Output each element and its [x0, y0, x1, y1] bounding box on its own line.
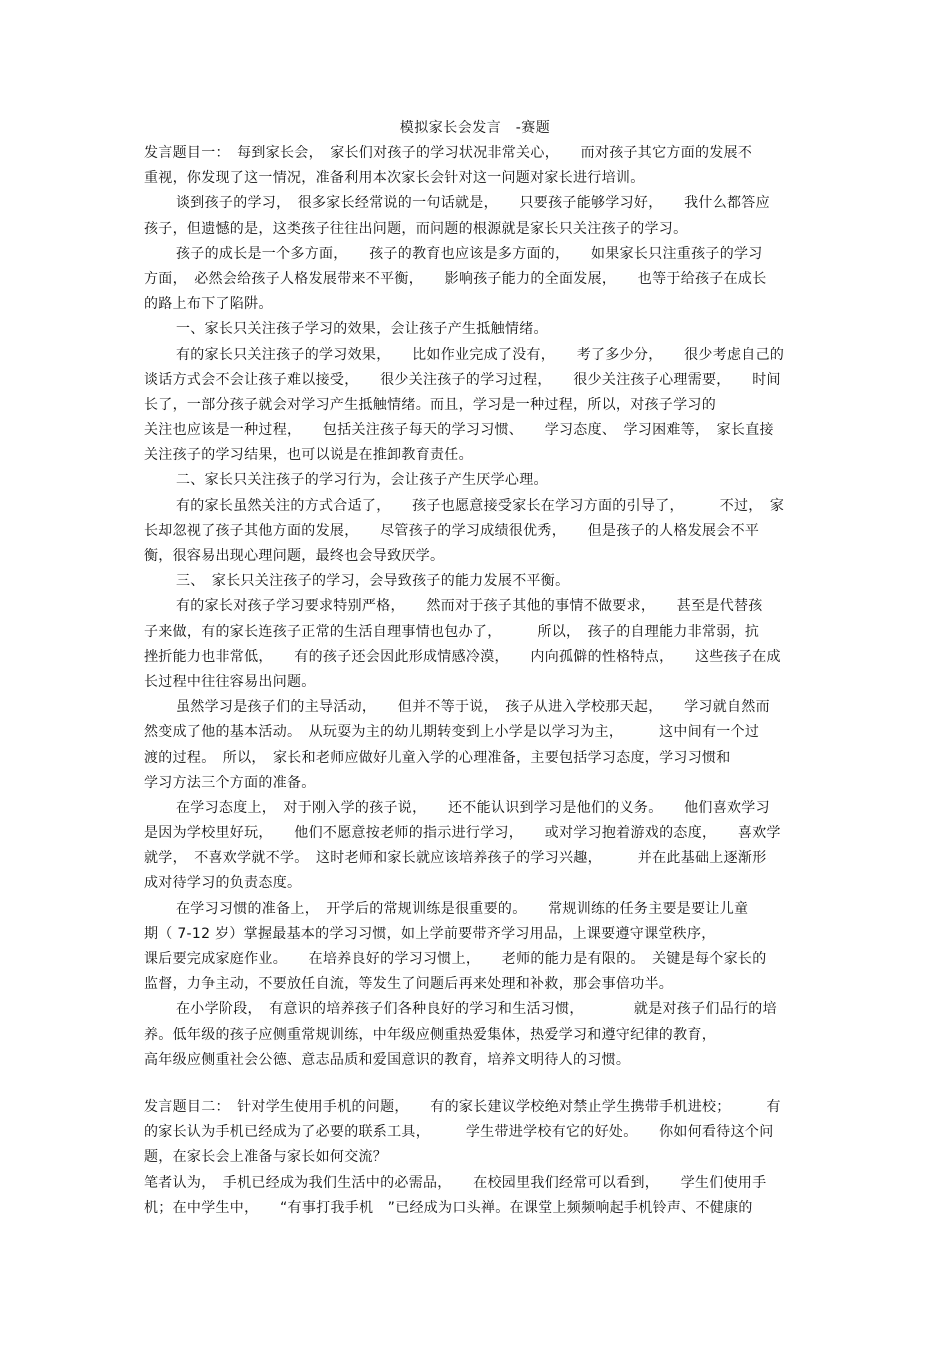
text-line: 课后要完成家庭作业。 在培养良好的学习习惯上， 老师的能力是有限的。 关键是每个家长的	[144, 951, 767, 967]
text-line: 关注孩子的学习结果，也可以说是在推卸教育责任。	[144, 447, 473, 464]
text-line: 重视，你发现了这一情况，准备利用本次家长会针对这一问题对家长进行培训。	[144, 170, 645, 187]
text-line: 虽然学习是孩子们的主导活动， 但并不等于说， 孩子从进入学校那天起， 学习就自然而	[176, 699, 770, 716]
text-line: 谈到孩子的学习， 很多家长经常说的一句话就是， 只要孩子能够学习好， 我什么都答应	[176, 195, 770, 212]
text-line: 高年级应侧重社会公德、意志品质和爱国意识的教育，培养文明待人的习惯。	[144, 1051, 631, 1068]
text-line: 学习方法三个方面的准备。	[144, 774, 316, 791]
text-line: 在学习态度上， 对于刚入学的孩子说， 还不能认识到学习是他们的义务。 他们喜欢学习	[176, 799, 770, 816]
text-line: 关注也应该是一种过程， 包括关注孩子每天的学习习惯、 学习态度、 学习困难等， 家长直接	[144, 422, 774, 439]
text-line: 孩子的成长是一个多方面， 孩子的教育也应该是多方面的， 如果家长只注重孩子的学习	[176, 245, 763, 262]
text-line: 笔者认为， 手机已经成为我们生活中的必需品， 在校园里我们经常可以看到， 学生们使用手	[144, 1174, 767, 1191]
text-line: 成对待学习的负责态度。	[144, 875, 302, 892]
text-line: 在小学阶段， 有意识的培养孩子们各种良好的学习和生活习惯， 就是对孩子们品行的培	[176, 1001, 777, 1018]
text-line: 长过程中往往容易出问题。	[144, 673, 316, 690]
text-line: 期（ 7-12 岁）掌握最基本的学习习惯，如上学前要带齐学习用品，上课要遵守课堂秩序，	[144, 925, 716, 942]
text-line: 长却忽视了孩子其他方面的发展， 尽管孩子的学习成绩很优秀， 但是孩子的人格发展会不平	[144, 522, 760, 539]
text-line: 养。低年级的孩子应侧重常规训练，中年级应侧重热爱集体，热爱学习和遵守纪律的教育，	[144, 1026, 716, 1043]
text-line: 发言题目一： 每到家长会， 家长们对孩子的学习状况非常关心， 而对孩子其它方面的发展不	[144, 145, 753, 161]
text-line: 监督，力争主动，不要放任自流，等发生了问题后再来处理和补救，那会事倍功半。	[144, 976, 674, 993]
text-line: 的家长认为手机已经成为了必要的联系工具， 学生带进学校有它的好处。 你如何看待这个问	[144, 1124, 774, 1141]
document-body	[144, 141, 808, 1221]
text-line: 挫折能力也非常低， 有的孩子还会因此形成情感冷漠， 内向孤僻的性格特点， 这些孩子在成	[144, 648, 781, 665]
text-line: 在学习习惯的准备上， 开学后的常规训练是很重要的。 常规训练的任务主要是要让儿童	[176, 900, 749, 917]
section-gap	[144, 1073, 808, 1095]
text-line: 三、 家长只关注孩子的学习，会导致孩子的能力发展不平衡。	[176, 573, 570, 590]
text-line: 有的家长虽然关注的方式合适了， 孩子也愿意接受家长在学习方面的引导了， 不过， 家	[176, 497, 785, 514]
text-line: 然变成了他的基本活动。 从玩耍为主的幼儿期转变到上小学是以学习为主， 这中间有一个过	[144, 724, 760, 741]
text-line: 二、家长只关注孩子的学习行为，会让孩子产生厌学心理。	[176, 472, 548, 489]
text-line: 孩子，但遗憾的是，这类孩子往往出问题，而问题的根源就是家长只关注孩子的学习。	[144, 220, 688, 237]
document-title: 模拟家长会发言 -赛题	[399, 120, 551, 136]
text-line: 一、家长只关注孩子学习的效果，会让孩子产生抵触情绪。	[176, 321, 548, 338]
text-line: 有的家长对孩子学习要求特别严格， 然而对于孩子其他的事情不做要求， 甚至是代替孩	[176, 598, 763, 615]
text-line: 长了，一部分孩子就会对学习产生抵触情绪。而且，学习是一种过程，所以，对孩子学习的	[144, 396, 716, 413]
text-line: 题，在家长会上准备与家长如何交流？	[144, 1149, 388, 1166]
text-line: 方面， 必然会给孩子人格发展带来不平衡， 影响孩子能力的全面发展， 也等于给孩子在成长	[144, 270, 767, 287]
text-line: 的路上布下了陷阱。	[144, 296, 273, 313]
text-line: 子来做，有的家长连孩子正常的生活自理事情也包办了， 所以， 孩子的自理能力非常弱，抗	[144, 623, 760, 640]
text-line: 衡，很容易出现心理问题，最终也会导致厌学。	[144, 548, 445, 564]
text-line: 有的家长只关注孩子的学习效果， 比如作业完成了没有， 考了多少分， 很少考虑自己的	[176, 346, 785, 363]
text-line: 谈话方式会不会让孩子难以接受， 很少关注孩子的学习过程， 很少关注孩子心理需要， 时间	[144, 371, 781, 388]
text-line: 是因为学校里好玩， 他们不愿意按老师的指示进行学习， 或对学习抱着游戏的态度， 喜欢学	[144, 825, 781, 842]
text-line: 渡的过程。 所以， 家长和老师应做好儿童入学的心理准备，主要包括学习态度，学习习惯和	[144, 749, 731, 766]
text-line: 机；在中学生中， “有事打我手机 ”已经成为口头禅。在课堂上频频响起手机铃声、不健康的	[144, 1199, 753, 1216]
text-line: 就学， 不喜欢学就不学。 这时老师和家长就应该培养孩子的学习兴趣， 并在此基础上逐渐形	[144, 850, 767, 867]
text-line: 发言题目二： 针对学生使用手机的问题， 有的家长建议学校绝对禁止学生携带手机进校； 有	[144, 1098, 781, 1115]
